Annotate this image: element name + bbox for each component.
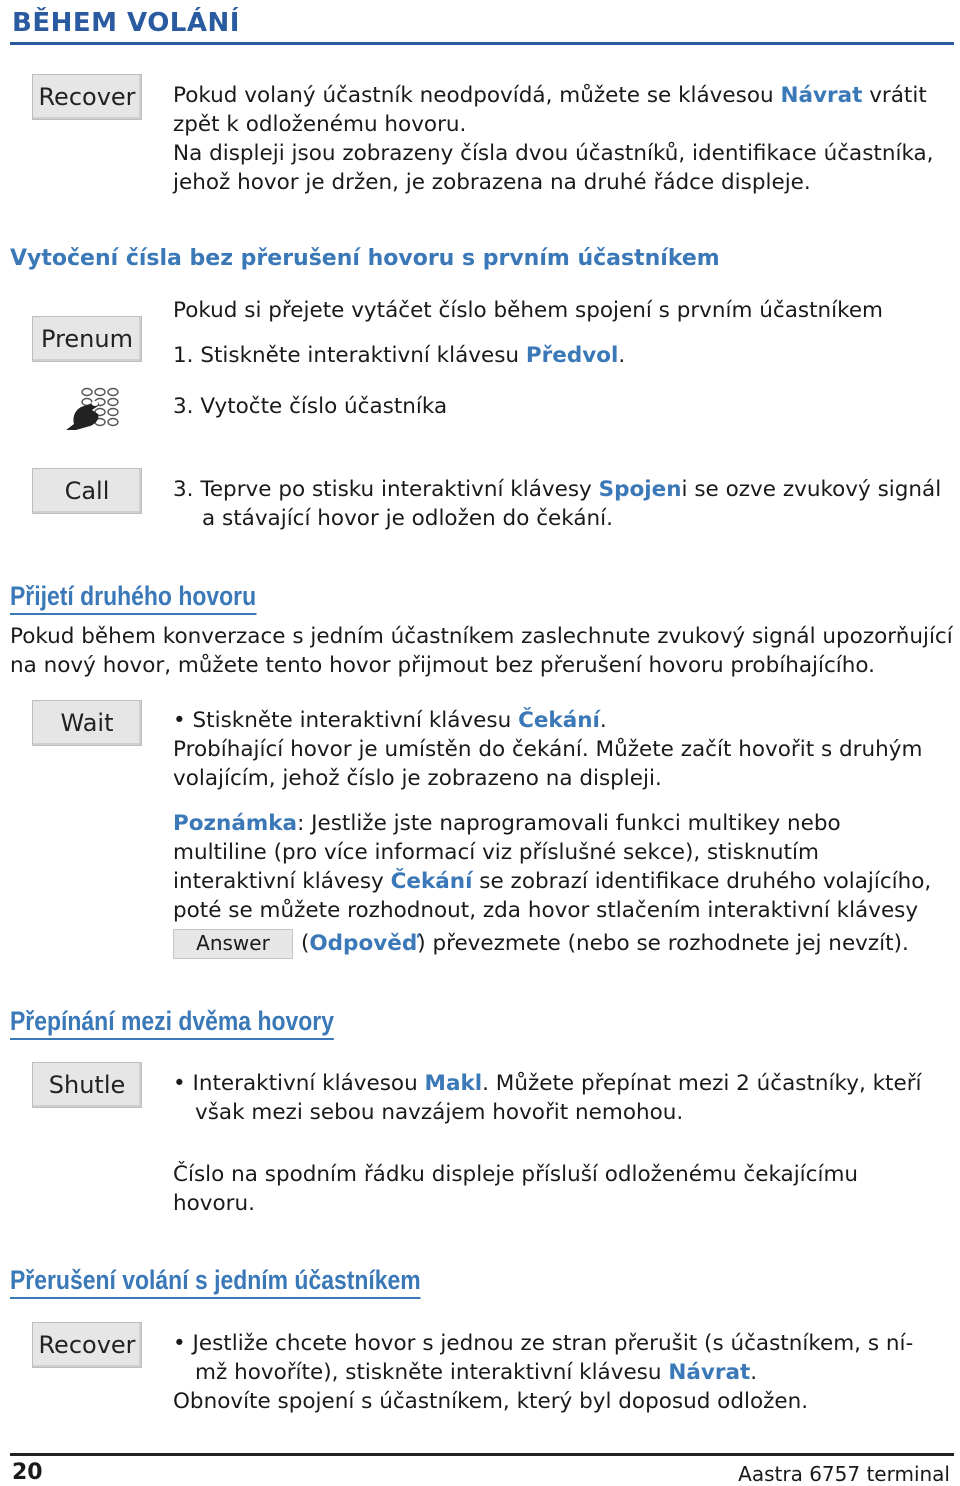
key-ref-predvol: Předvol xyxy=(525,343,619,368)
answer-key[interactable]: Answer xyxy=(173,929,293,959)
key-ref-navrat: Návrat xyxy=(780,83,863,108)
prenum-key[interactable]: Prenum xyxy=(32,316,142,362)
page-title: BĚHEM VOLÁNÍ xyxy=(12,8,240,38)
key-ref-cekani-2: Čekání xyxy=(390,869,473,894)
switch-bullet: • Interaktivní klávesou Makl. Můžete přepínat mezi 2 účastníky, kteří však mezi sebou navzájem hovořit nemohou. xyxy=(173,1071,922,1125)
dial-step1: 1. Stiskněte interaktivní klávesu Předvol. xyxy=(173,343,626,368)
end-call-text: • Jestliže chcete hovor s jednou ze stran přerušit (s účastníkem, s ní- mž hovoříte), stiskněte interaktivní klávesu Návrat. Obnovíte spojení s účastníkem, který byl doposud odložen. xyxy=(173,1331,914,1414)
key-ref-odpoved: Odpověď xyxy=(309,931,418,956)
page-number: 20 xyxy=(12,1460,43,1485)
switch-heading: Přepínání mezi dvěma hovory xyxy=(10,1006,334,1040)
key-ref-makl: Makl xyxy=(424,1071,483,1096)
switch-note: Číslo na spodním řádku displeje přísluší odloženému čekajícímu hovoru. xyxy=(173,1162,859,1216)
recover-key-2[interactable]: Recover xyxy=(32,1322,142,1368)
title-rule xyxy=(10,42,954,45)
shutle-key[interactable]: Shutle xyxy=(32,1062,142,1108)
second-call-intro: Pokud během konverzace s jedním účastníkem zaslechnute zvukový signál upozorňující na nový hovor, můžete tento hovor přijmout bez přerušení hovoru probíhajícího. xyxy=(10,624,953,678)
second-call-bullets: • Stiskněte interaktivní klávesu Čekání. Probíhající hovor je umístěn do čekání. Můžete začít hovořit s druhým volajícím, jehož číslo je zobrazeno na displeji. xyxy=(173,708,923,791)
second-call-heading: Přijetí druhého hovoru xyxy=(10,581,256,615)
note-label: Poznámka xyxy=(173,811,298,836)
dial-step3a: 3. Vytočte číslo účastníka xyxy=(173,394,448,419)
recover-key[interactable]: Recover xyxy=(32,74,142,120)
key-ref-spojeni: Spojen xyxy=(598,477,682,502)
keypad-hand-icon xyxy=(62,384,124,434)
dial-step3b: 3. Teprve po stisku interaktivní klávesy Spojeni se ozve zvukový signál a stávající hovor je odložen do čekání. xyxy=(173,477,942,531)
key-ref-cekani: Čekání xyxy=(518,708,600,733)
call-key[interactable]: Call xyxy=(32,468,142,514)
footer-rule xyxy=(10,1453,954,1456)
dial-intro: Pokud si přejete vytáčet číslo během spojení s prvním účastníkem xyxy=(173,298,883,323)
key-ref-navrat-2: Návrat xyxy=(668,1360,751,1385)
footer-product: Aastra 6757 terminal xyxy=(738,1462,950,1486)
recover-text: Pokud volaný účastník neodpovídá, můžete se klávesou Návrat vrátit zpět k odloženému hovoru. Na displeji jsou zobrazeny čísla dvou účastníků, identifikace účastníka, jehož hovor je držen, je zobrazena na druhé řádce displeje. xyxy=(173,83,934,195)
dial-heading: Vytočení čísla bez přerušení hovoru s prvním účastníkem xyxy=(10,246,720,271)
note-block: Poznámka: Jestliže jste naprogramovali funkci multikey nebo multiline (pro více informací viz příslušné sekce), stisknutím interaktivní klávesy Čekání se zobrazí identifikace druhého volajícího, poté se můžete rozhodnout, zda hovor stlačením interaktivní klávesy Answer (Odpověď) převezmete (nebo se rozhodnete jej nevzít). xyxy=(173,809,931,959)
end-call-heading: Přerušení volání s jedním účastníkem xyxy=(10,1265,421,1299)
wait-key[interactable]: Wait xyxy=(32,700,142,746)
